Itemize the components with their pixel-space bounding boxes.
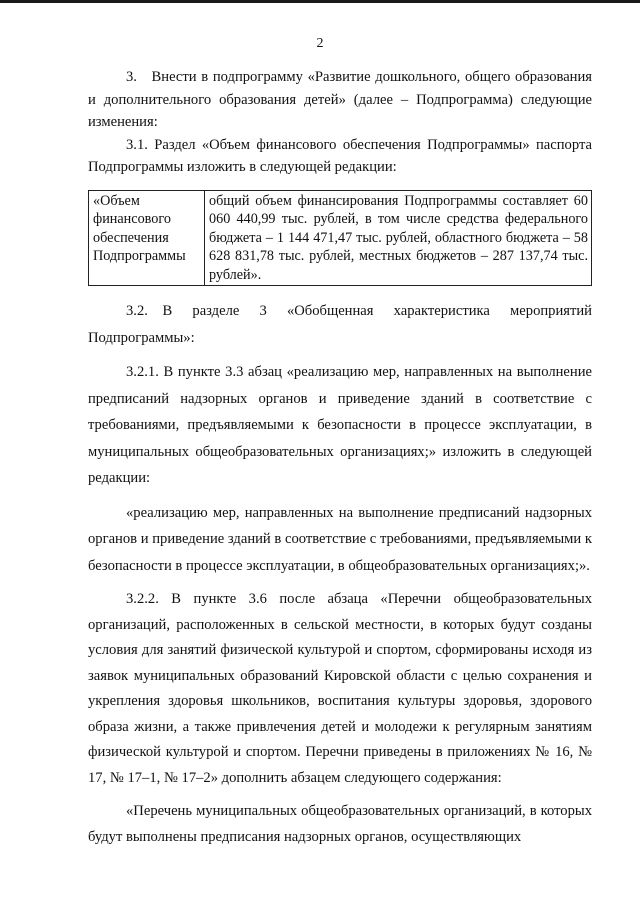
top-border-line — [0, 0, 640, 3]
document-body — [88, 66, 592, 850]
paragraph-3-2-2: 3.2.2. В пункте 3.6 после абзаца «Перечни общеобразовательных организаций, расположенных в сельской местности, в которых будут созданы условия для занятий физической культурой и спортом, сформированы исходя из заявок муниципальных образований Кировской области с целью сохранения и укрепления здоровья школьников, воспитания культуры здоровья, здорового образа жизни, а также привлечения детей и молодежи к регулярным занятиям физической культурой и спортом. Перечни приведены в приложениях № 16, № 17, № 17–1, № 17–2» дополнить абзацем следующего содержания: — [88, 591, 592, 786]
paragraph-3: 3. Внести в подпрограмму «Развитие дошкольного, общего образования и дополнительного образования детей» (далее – Подпрограмма) следующие изменения: — [88, 69, 592, 130]
page-number: 2 — [316, 36, 324, 51]
table-cell-value: общий объем финансирования Подпрограммы составляет 60 060 440,99 тыс. рублей, в том числе средства федерального бюджета – 1 144 471,47 тыс. рублей, областного бюджета – 58 628 831,78 тыс. рублей, местных бюджетов – 287 137,74 тыс. рублей». — [205, 190, 592, 286]
table-cell-label: «Объем финансового обеспечения Подпрограммы — [89, 190, 205, 286]
paragraph-3-2-1-quote: «реализацию мер, направленных на выполнение предписаний надзорных органов и приведение зданий в соответствие с требованиями, предъявляемыми к безопасности в процессе эксплуатации, в общеобразовательных организациях;». — [88, 504, 592, 574]
paragraph-3-2-2-quote: «Перечень муниципальных общеобразовательных организаций, в которых будут выполнены предписания надзорных органов, осуществляющих — [88, 803, 592, 845]
paragraph-3-2: 3.2. В разделе 3 «Обобщенная характеристика мероприятий Подпрограммы»: — [88, 303, 592, 346]
table-row — [89, 190, 592, 286]
paragraph-3-2-1: 3.2.1. В пункте 3.3 абзац «реализацию мер, направленных на выполнение предписаний надзорных органов и приведение зданий в соответствие с требованиями, предъявляемыми к безопасности в процессе эксплуатации, в муниципальных общеобразовательных организациях;» изложить в следующей редакции: — [88, 364, 592, 486]
financing-table — [88, 190, 592, 287]
paragraph-3-1: 3.1. Раздел «Объем финансового обеспечения Подпрограммы» паспорта Подпрограммы изложить в следующей редакции: — [88, 136, 592, 175]
